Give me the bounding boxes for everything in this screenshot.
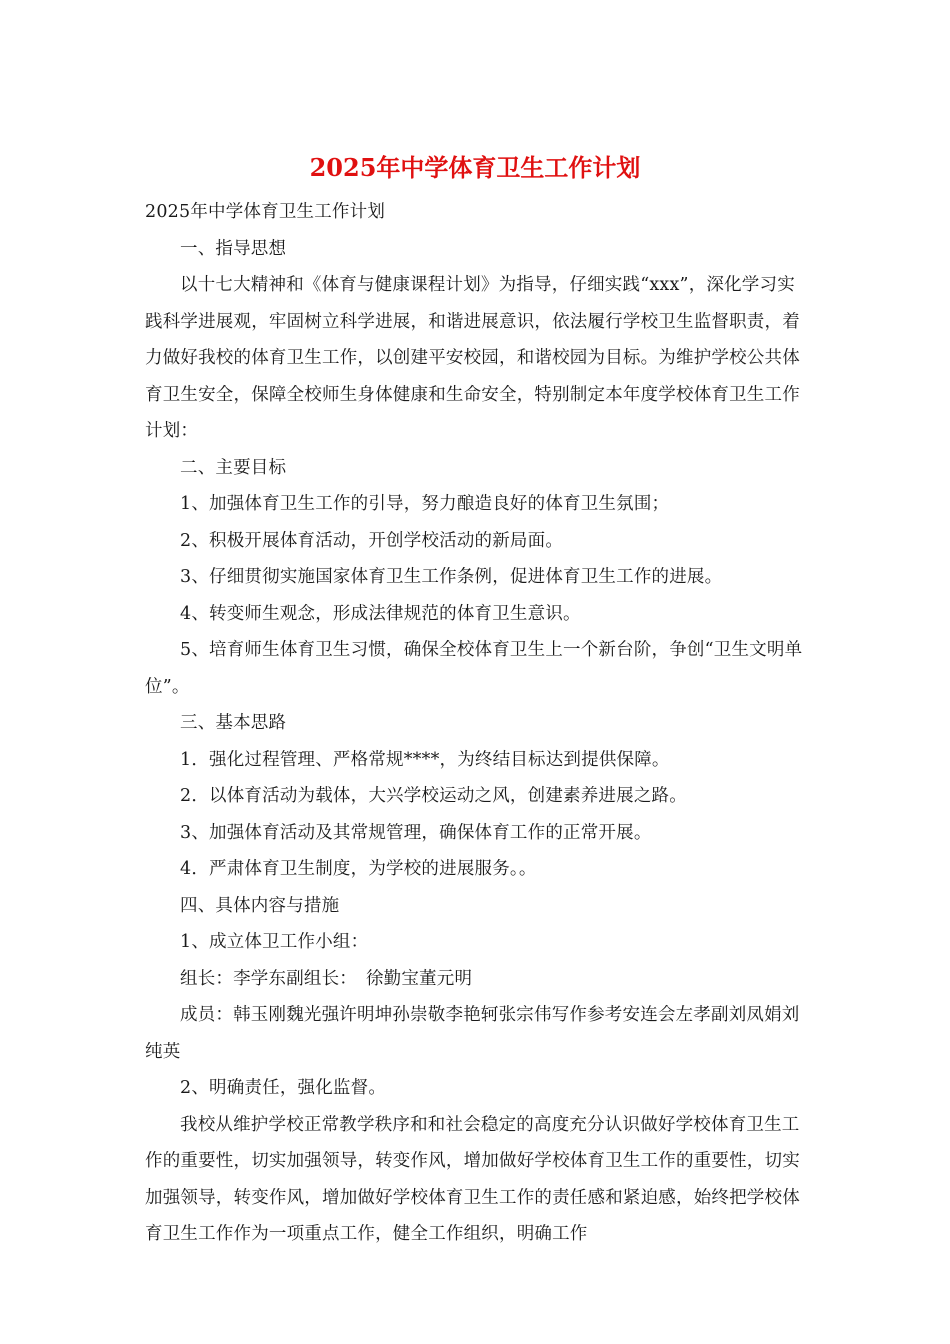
paragraph: 以十七大精神和《体育与健康课程计划》为指导，仔细实践“xxx”，深化学习实践科学进展观，牢固树立科学进展，和谐进展意识，依法履行学校卫生监督职责，着力做好我校的体育卫生工作，以创建平安校园，和谐校园为目标。为维护学校公共体育卫生安全，保障全校师生身体健康和生命安全，特别制定本年度学校体育卫生工作计划： [145, 275, 800, 441]
paragraph: 2．以体育活动为载体，大兴学校运动之风，创建素养进展之路。 [180, 786, 687, 806]
document-body [145, 194, 810, 1253]
paragraph: 四、具体内容与措施 [180, 895, 340, 916]
paragraph: 一、指导思想 [180, 238, 287, 259]
paragraph: 二、主要目标 [180, 457, 287, 478]
paragraph: 2025年中学体育卫生工作计划 [145, 202, 386, 222]
paragraph: 1、加强体育卫生工作的引导，努力酿造良好的体育卫生氛围； [180, 494, 670, 514]
paragraph: 成员：韩玉刚魏光强许明坤孙崇敬李艳轲张宗伟写作参考安连会左孝副刘凤娟刘纯英 [145, 1005, 800, 1062]
paragraph: 我校从维护学校正常教学秩序和和社会稳定的高度充分认识做好学校体育卫生工作的重要性，切实加强领导，转变作风，增加做好学校体育卫生工作的重要性，切实加强领导，转变作风，增加做好学校体育卫生工作的责任感和紧迫感，始终把学校体育卫生工作作为一项重点工作，健全工作组织，明确工作 [145, 1114, 800, 1244]
paragraph: 4、转变师生观念，形成法律规范的体育卫生意识。 [180, 603, 581, 624]
paragraph: 3、加强体育活动及其常规管理，确保体育工作的正常开展。 [180, 822, 652, 843]
paragraph: 2、积极开展体育活动，开创学校活动的新局面。 [180, 530, 564, 551]
paragraph: 组长：李学东副组长： 徐勤宝董元明 [180, 968, 473, 989]
paragraph: 4．严肃体育卫生制度，为学校的进展服务。。 [180, 859, 537, 879]
paragraph: 1．强化过程管理、严格常规****，为终结目标达到提供保障。 [180, 749, 670, 770]
paragraph: 2、明确责任，强化监督。 [180, 1078, 387, 1098]
paragraph: 三、基本思路 [180, 713, 287, 733]
paragraph: 1、成立体卫工作小组： [180, 932, 369, 952]
paragraph: 5、培育师生体育卫生习惯，确保全校体育卫生上一个新台阶，争创“卫生文明单位”。 [145, 640, 803, 697]
document-title: 2025年中学体育卫生工作计划 [309, 153, 641, 182]
paragraph: 3、仔细贯彻实施国家体育卫生工作条例，促进体育卫生工作的进展。 [180, 567, 723, 587]
